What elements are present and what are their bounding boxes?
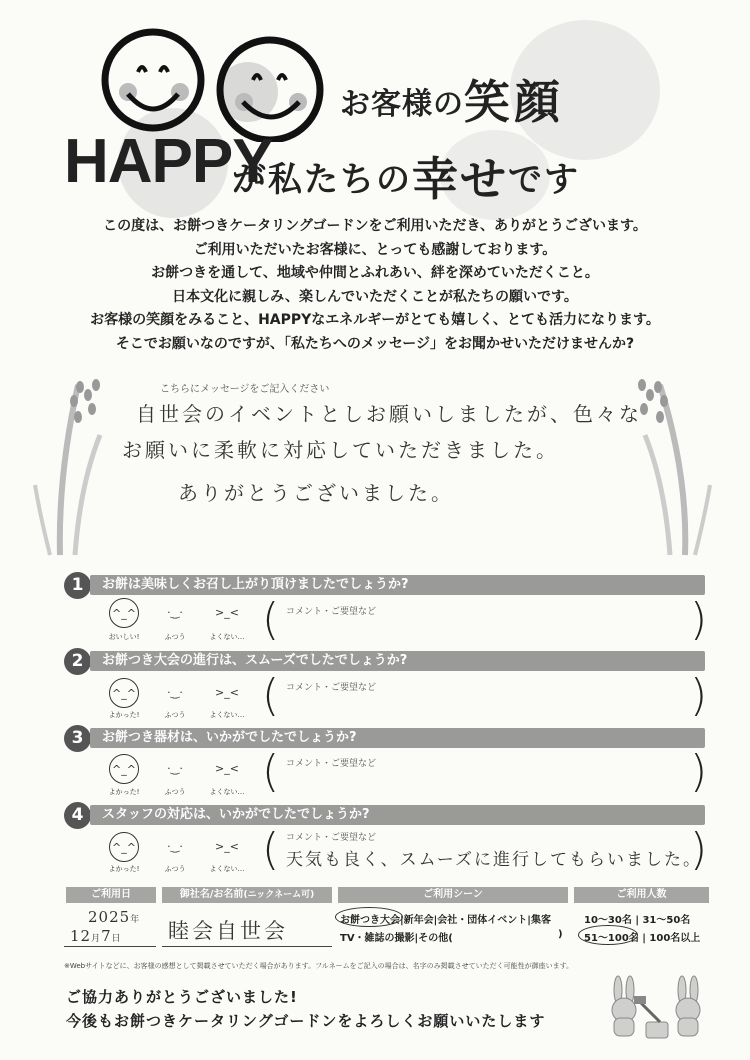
question-text: お餅は美味しくお召し上がり頂けましたでしょうか? — [90, 575, 705, 595]
name-header: 御社名/お名前(ニックネーム可) — [162, 887, 332, 903]
normal-face-icon[interactable]: ·‿· — [167, 840, 183, 853]
rating-label: よかった! — [108, 711, 140, 719]
scene-options-close: ) — [558, 929, 563, 940]
normal-face-icon[interactable]: ·‿· — [167, 762, 183, 775]
comment-hint: コメント・ご要望など — [286, 683, 377, 693]
good-face-icon[interactable]: ^_^ — [109, 832, 139, 862]
comment-bracket-close: ) — [690, 824, 708, 875]
rating-label: よかった! — [108, 788, 140, 796]
comment-bracket-close: ) — [690, 594, 708, 645]
subtitle: が私たちの幸せです — [232, 152, 580, 206]
rabbits-mochi-icon — [600, 972, 720, 1042]
usage-name[interactable]: 睦会自世会 — [168, 919, 288, 943]
bad-face-icon[interactable]: >_< — [215, 762, 239, 775]
closing-line: 今後もお餅つきケータリングゴードンをよろしくお願いいたします — [66, 1012, 546, 1030]
rating-label: ふつう — [164, 711, 186, 719]
normal-face-icon[interactable]: ·‿· — [167, 686, 183, 699]
message-line[interactable]: お願いに柔軟に対応していただきました。 — [122, 438, 559, 462]
question-number: 2 — [64, 648, 91, 675]
comment-bracket-open: ( — [262, 746, 280, 797]
happy-heading: HAPPY — [64, 127, 273, 196]
good-face-icon[interactable]: ^_^ — [109, 598, 139, 628]
message-line[interactable]: ありがとうございました。 — [178, 481, 454, 505]
rice-plant-right-icon — [630, 365, 715, 560]
bad-face-icon[interactable]: >_< — [215, 606, 239, 619]
message-line[interactable]: 自世会のイベントとしお願いしましたが、色々な — [136, 402, 642, 426]
good-face-icon[interactable]: ^_^ — [109, 678, 139, 708]
good-face-icon[interactable]: ^_^ — [109, 754, 139, 784]
comment-bracket-open: ( — [262, 824, 280, 875]
count-header: ご利用人数 — [574, 887, 709, 903]
smiley-faces-logo — [98, 22, 328, 142]
question-number: 3 — [64, 725, 91, 752]
page-title: お客様の笑顔 — [340, 75, 564, 129]
question-number: 4 — [64, 802, 91, 829]
thanks-line: ご協力ありがとうございました! — [66, 988, 298, 1006]
comment-bracket-close: ) — [690, 746, 708, 797]
rice-plant-left-icon — [30, 365, 110, 560]
date-header: ご利用日 — [66, 887, 156, 903]
comment-bracket-open: ( — [262, 670, 280, 721]
selected-scene-circle — [335, 907, 403, 927]
bad-face-icon[interactable]: >_< — [215, 840, 239, 853]
rating-label: よくない… — [209, 711, 245, 719]
comment-hint: コメント・ご要望など — [286, 607, 377, 617]
question-text: お餅つき大会の進行は、スムーズでしたでしょうか? — [90, 651, 705, 671]
scene-options-line2[interactable]: TV・雑誌の撮影|その他( — [340, 933, 453, 944]
count-options-line2[interactable]: 51〜100名 | 100名以上 — [584, 933, 701, 944]
bad-face-icon[interactable]: >_< — [215, 686, 239, 699]
comment-hint: コメント・ご要望など — [286, 759, 377, 769]
rating-label: ふつう — [164, 865, 186, 873]
usage-date-day[interactable]: 12月7日 — [70, 927, 122, 945]
comment-hint: コメント・ご要望など — [286, 833, 377, 843]
scene-options-line1[interactable]: お餅つき大会|新年会|会社・団体イベント|集客 — [340, 915, 551, 926]
selected-count-circle — [578, 925, 638, 945]
rating-label: よくない… — [209, 788, 245, 796]
rating-label: よかった! — [108, 865, 140, 873]
count-options-line1[interactable]: 10〜30名 | 31〜50名 — [584, 915, 691, 926]
intro-text: この度は、お餅つきケータリングゴードンをご利用いただき、ありがとうございます。 ご利用いただいたお客様に、とっても感謝しております。 お餅つきを通して、地域や仲間とふれあい、絆を深めていただくこと。 日本文化に親しみ、楽しんでいただくことが私たちの願いです。 お客様の笑顔をみること、HAPPYなエネルギーがとても嬉しく、とても活力になります。 そこでお願いなのですが、「私たちへのメッセージ」をお聞かせいただけませんか? — [90, 218, 660, 352]
name-underline — [162, 946, 332, 947]
message-hint: こちらにメッセージをご記入ください — [160, 384, 330, 395]
comment-bracket-open: ( — [262, 594, 280, 645]
date-underline — [64, 946, 156, 947]
scene-header: ご利用シーン — [338, 887, 568, 903]
question-text: スタッフの対応は、いかがでしたでしょうか? — [90, 805, 705, 825]
question-number: 1 — [64, 572, 91, 599]
rating-label: ふつう — [164, 788, 186, 796]
rating-label: おいしい! — [108, 633, 140, 641]
comment-bracket-close: ) — [690, 670, 708, 721]
rating-label: よくない… — [209, 865, 245, 873]
usage-date-year[interactable]: 2025年 — [88, 908, 141, 926]
normal-face-icon[interactable]: ·‿· — [167, 606, 183, 619]
disclaimer-note: ※Webサイトなどに、お客様の感想として掲載させていただく場合があります。フルネームをご記入の場合は、名字のみ掲載させていただく可能性が御座います。 — [64, 962, 574, 970]
rating-label: ふつう — [164, 633, 186, 641]
rating-label: よくない… — [209, 633, 245, 641]
question-text: お餅つき器材は、いかがでしたでしょうか? — [90, 728, 705, 748]
comment-text[interactable]: 天気も良く、スムーズに進行してもらいました。 — [286, 850, 702, 870]
